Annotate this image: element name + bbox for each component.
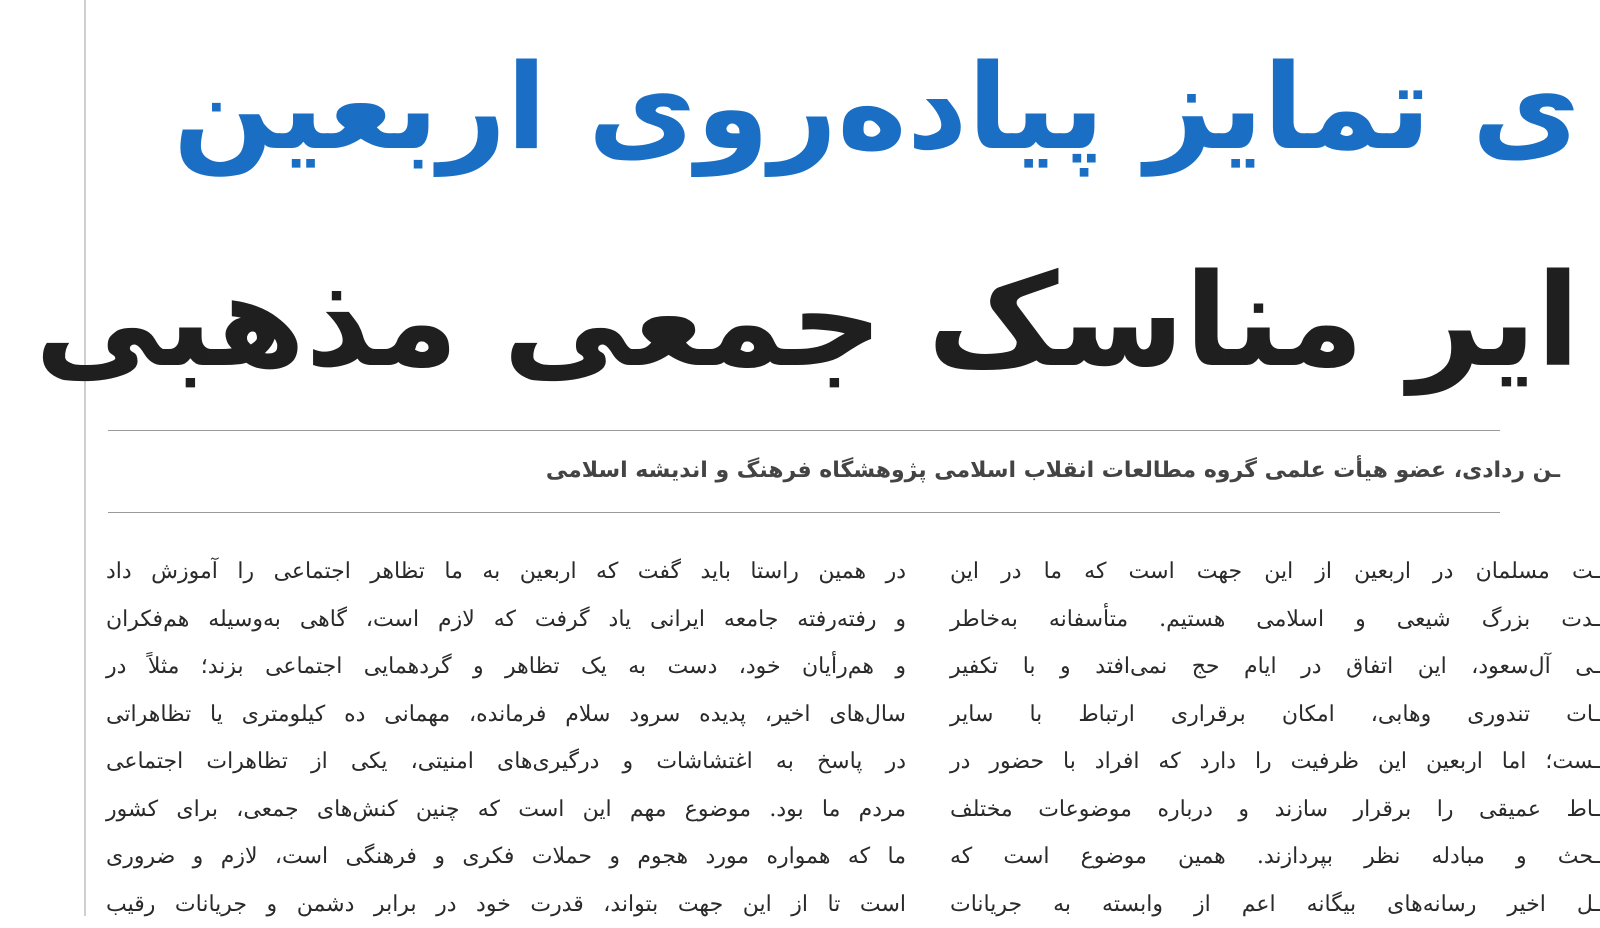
byline-top-rule bbox=[108, 430, 1500, 431]
article-line: و هم‌رأیان خود، دست به یک تظاهر و گردهمایی اجتماعی بزند؛ مثلاً در bbox=[106, 643, 906, 691]
article-column-left bbox=[106, 548, 906, 928]
headline-line-2: ایر مناسک جمعی مذهبی bbox=[35, 258, 1580, 386]
page-margin-rule bbox=[84, 0, 86, 916]
article-line: ـدت بزرگ شیعی و اسلامی هستیم. متأسفانه به‌خاطر bbox=[950, 596, 1600, 644]
article-line: ـاط عمیقی را برقرار سازند و درباره موضوعات مختلف bbox=[950, 786, 1600, 834]
byline-bottom-rule bbox=[108, 512, 1500, 513]
article-line: ـل اخیر رسانه‌های بیگانه اعم از وابسته به جریانات bbox=[950, 881, 1600, 928]
article-line: ـحث و مبادله نظر بپردازند. همین موضوع است که bbox=[950, 833, 1600, 881]
article-line: سال‌های اخیر، پدیده سرود سلام فرمانده، مهمانی ده کیلومتری یا تظاهراتی bbox=[106, 691, 906, 739]
article-line: ـست؛ اما اربعین این ظرفیت را دارد که افراد با حضور در bbox=[950, 738, 1600, 786]
headline-line-1: ی تمایز پیاده‌روی اربعین bbox=[173, 48, 1580, 166]
article-line: ـات تندوری وهابی، امکان برقراری ارتباط با سایر bbox=[950, 691, 1600, 739]
article-line: است تا از این جهت بتواند، قدرت خود در برابر دشمن و جریانات رقیب bbox=[106, 881, 906, 928]
article-line: ما که همواره مورد هجوم و حملات فکری و فرهنگی است، لازم و ضروری bbox=[106, 833, 906, 881]
article-line: در همین راستا باید گفت که اربعین به ما تظاهر اجتماعی را آموزش داد bbox=[106, 548, 906, 596]
article-line: و رفته‌رفته جامعه ایرانی یاد گرفت که لازم است، گاهی به‌وسیله هم‌فکران bbox=[106, 596, 906, 644]
article-column-right bbox=[950, 548, 1600, 928]
article-line: در پاسخ به اغتشاشات و درگیری‌های امنیتی، یکی از تظاهرات اجتماعی bbox=[106, 738, 906, 786]
article-line: ـت مسلمان در اربعین از این جهت است که ما در این bbox=[950, 548, 1600, 596]
article-line: مردم ما بود. موضوع مهم این است که چنین کنش‌های جمعی، برای کشور bbox=[106, 786, 906, 834]
author-byline: ـن ردادی، عضو هیأت علمی گروه مطالعات انقلاب اسلامی پژوهشگاه فرهنگ و اندیشه اسلامی bbox=[546, 458, 1560, 483]
article-line: ـی آل‌سعود، این اتفاق در ایام حج نمی‌افتد و با تکفیر bbox=[950, 643, 1600, 691]
